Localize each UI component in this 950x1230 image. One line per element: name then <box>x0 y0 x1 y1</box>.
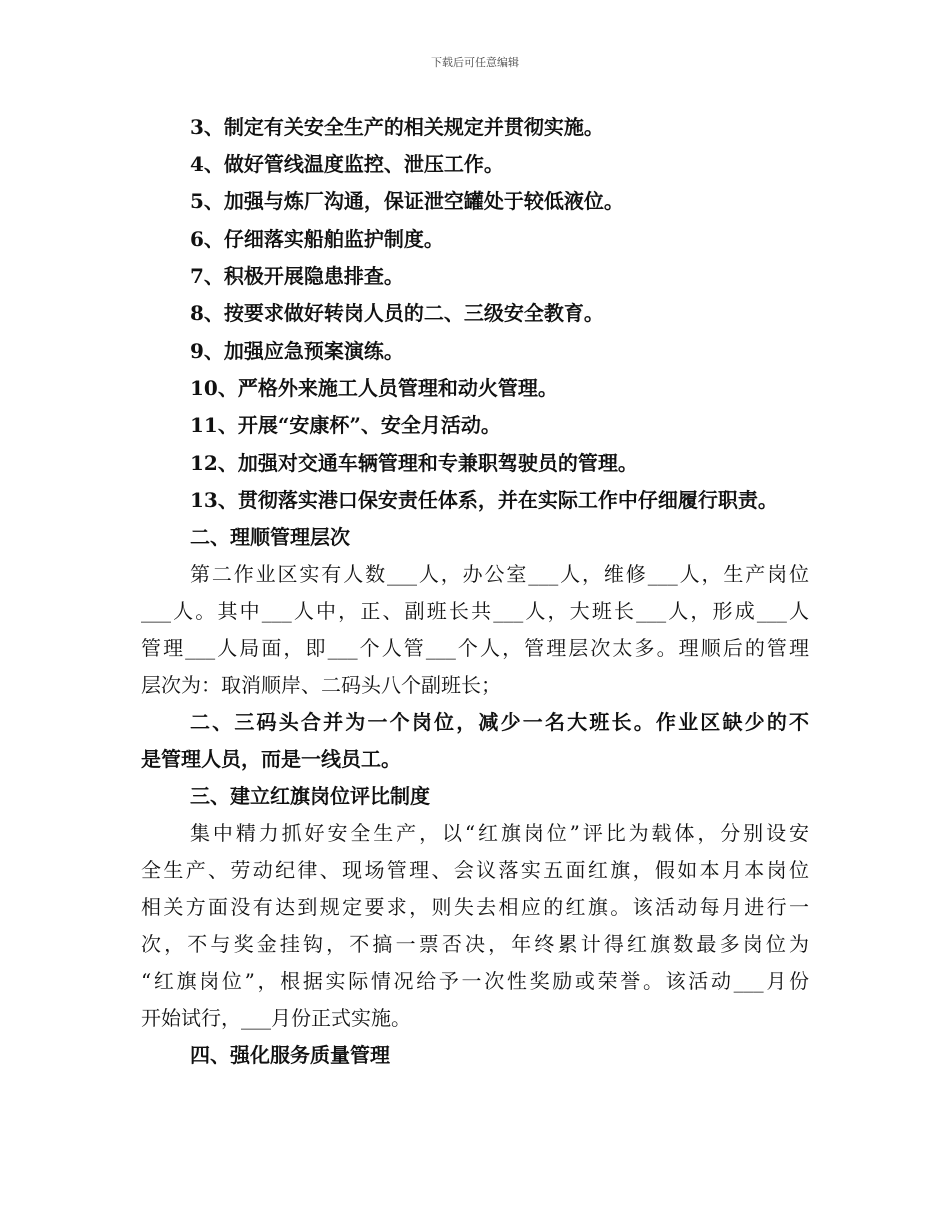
paragraph-line: “红旗岗位”，根据实际情况给予一次性奖励或荣誉。该活动___月份 <box>141 969 809 993</box>
paragraph-line: 次，不与奖金挂钩，不搞一票否决，年终累计得红旗数最多岗位为 <box>141 932 809 956</box>
list-item: 11、开展“安康杯”、安全月活动。 <box>190 413 501 437</box>
paragraph-line: 全生产、劳动纪律、现场管理、会议落实五面红旗，假如本月本岗位 <box>141 858 809 882</box>
list-item: 4、做好管线温度监控、泄压工作。 <box>190 152 504 176</box>
paragraph-line: 相关方面没有达到规定要求，则失去相应的红旗。该活动每月进行一 <box>141 895 809 919</box>
list-item: 9、加强应急预案演练。 <box>190 339 404 363</box>
list-item: 13、贯彻落实港口保安责任体系，并在实际工作中仔细履行职责。 <box>190 488 778 512</box>
page-header: 下载后可任意编辑 <box>431 56 519 69</box>
list-item: 3、制定有关安全生产的相关规定并贯彻实施。 <box>190 115 604 139</box>
list-item: 6、仔细落实船舶监护制度。 <box>190 227 444 251</box>
paragraph-line: ___人。其中___人中，正、副班长共___人，大班长___人，形成___人 <box>141 599 809 623</box>
list-item: 12、加强对交通车辆管理和专兼职驾驶员的管理。 <box>190 451 638 475</box>
list-item: 7、积极开展隐患排查。 <box>190 264 404 288</box>
paragraph-line: 第二作业区实有人数___人，办公室___人，维修___人，生产岗位 <box>190 562 809 586</box>
paragraph-line: 开始试行，___月份正式实施。 <box>141 1006 411 1030</box>
section-heading: 四、强化服务质量管理 <box>190 1043 390 1067</box>
section-heading: 二、理顺管理层次 <box>190 525 350 549</box>
paragraph-line: 层次为：取消顺岸、二码头八个副班长； <box>141 673 501 697</box>
list-item: 5、加强与炼厂沟通，保证泄空罐处于较低液位。 <box>190 189 624 213</box>
paragraph-line: 管理___人局面，即___个人管___个人，管理层次太多。理顺后的管理 <box>141 636 809 660</box>
paragraph-line: 是管理人员，而是一线员工。 <box>141 747 401 771</box>
paragraph-line: 集中精力抓好安全生产，以“红旗岗位”评比为载体，分别设安 <box>190 821 809 845</box>
paragraph-line: 二、三码头合并为一个岗位，减少一名大班长。作业区缺少的不 <box>190 710 809 734</box>
list-item: 10、严格外来施工人员管理和动火管理。 <box>190 376 558 400</box>
section-heading: 三、建立红旗岗位评比制度 <box>190 784 430 808</box>
list-item: 8、按要求做好转岗人员的二、三级安全教育。 <box>190 301 604 325</box>
